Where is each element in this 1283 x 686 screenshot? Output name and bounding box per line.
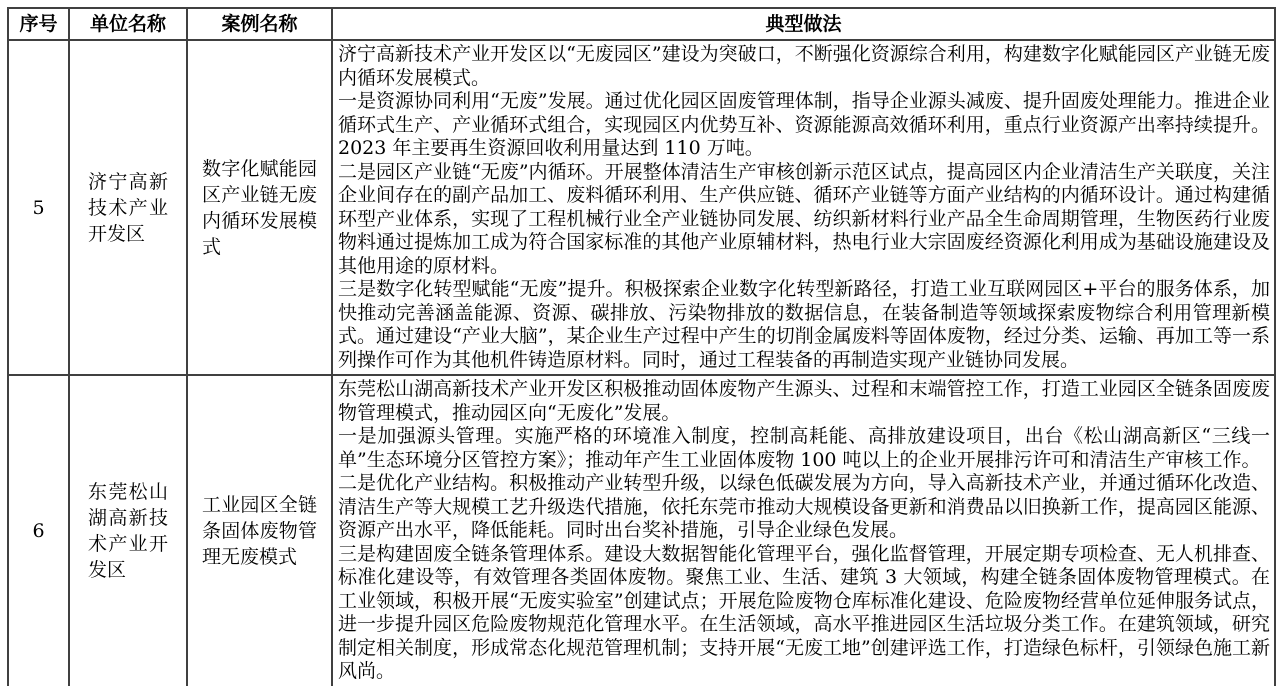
- practice-paragraph: 一是加强源头管理。实施严格的环境准入制度，控制高耗能、高排放建设项目，出台《松山湖高新区“三线一单”生态环境分区管控方案》；推动年产生工业固体废物 100 吨以上的企业开展排污许可和清洁生产审核工作。: [338, 425, 1270, 471]
- col-header-case: 案例名称: [187, 8, 332, 40]
- practice-paragraph: 济宁高新技术产业开发区以“无废园区”建设为突破口，不断强化资源综合利用，构建数字化赋能园区产业链无废内循环发展模式。: [338, 43, 1270, 89]
- unit-name-cell: 东莞松山湖高新技术产业开发区: [69, 375, 187, 686]
- practice-paragraph: 二是优化产业结构。积极推动产业转型升级，以绿色低碳发展为方向，导入高新技术产业，并通过循环化改造、清洁生产等大规模工艺升级迭代措施，依托东莞市推动大规模设备更新和消费品以旧换新工作，提高园区能源、资源产出水平，降低能耗。同时出台奖补措施，引导企业绿色发展。: [338, 472, 1270, 541]
- col-header-unit: 单位名称: [69, 8, 187, 40]
- unit-name-cell: 济宁高新技术产业开发区: [69, 40, 187, 375]
- header-row: [8, 8, 1275, 40]
- practices-cell: [332, 40, 1275, 375]
- practice-paragraph: 二是园区产业链“无废”内循环。开展整体清洁生产审核创新示范区试点，提高园区内企业清洁生产关联度，关注企业间存在的副产品加工、废料循环利用、生产供应链、循环产业链等方面产业结构的内循环设计。通过构建循环型产业体系，实现了工程机械行业全产业链协同发展、纺织新材料行业产品全生命周期管理，生物医药行业废物料通过提炼加工成为符合国家标准的其他产业原辅材料，热电行业大宗固废经资源化利用成为基础设施建设及其他用途的原材料。: [338, 160, 1270, 277]
- serial-cell: 6: [8, 375, 69, 686]
- practice-paragraph: 三是构建固废全链条管理体系。建设大数据智能化管理平台，强化监督管理，开展定期专项检查、无人机排查、标准化建设等，有效管理各类固体废物。聚焦工业、生活、建筑 3 大领域，构建全链条固体废物管理模式。在工业领域，积极开展“无废实验室”创建试点；开展危险废物仓库标准化建设、危险废物经营单位延伸服务试点，进一步提升园区危险废物规范化管理水平。在生活领域，高水平推进园区生活垃圾分类工作。在建筑领域，研究制定相关制度，形成常态化规范管理机制；支持开展“无废工地”创建评选工作，打造绿色标杆，引领绿色施工新风尚。: [338, 542, 1270, 682]
- practice-paragraph: 东莞松山湖高新技术产业开发区积极推动固体废物产生源头、过程和末端管控工作，打造工业园区全链条固废废物管理模式，推动园区向“无废化”发展。: [338, 378, 1270, 424]
- case-table: [7, 7, 1276, 686]
- practice-paragraph: 三是数字化转型赋能“无废”提升。积极探索企业数字化转型新路径，打造工业互联网园区+平台的服务体系，加快推动完善涵盖能源、资源、碳排放、污染物排放的数据信息，在装备制造等领域探索废物综合利用管理新模式。通过建设“产业大脑”，某企业生产过程中产生的切削金属废料等固体废物，经过分类、运输、再加工等一系列操作可作为其他机件铸造原材料。同时，通过工程装备的再制造实现产业链协同发展。: [338, 278, 1270, 371]
- serial-cell: 5: [8, 40, 69, 375]
- practice-paragraph: 一是资源协同利用“无废”发展。通过优化园区固废管理体制，指导企业源头减废、提升固废处理能力。推进企业循环式生产、产业循环式组合，实现园区内优势互补、资源能源高效循环利用，重点行业资源产出率持续提升。2023 年主要再生资源回收利用量达到 110 万吨。: [338, 90, 1270, 159]
- case-name-cell: 工业园区全链条固体废物管理无废模式: [187, 375, 332, 686]
- practices-cell: [332, 375, 1275, 686]
- col-header-serial: 序号: [8, 8, 69, 40]
- case-name-cell: 数字化赋能园区产业链无废内循环发展模式: [187, 40, 332, 375]
- col-header-practices: 典型做法: [332, 8, 1275, 40]
- table-row: [8, 375, 1275, 686]
- table-row: [8, 40, 1275, 375]
